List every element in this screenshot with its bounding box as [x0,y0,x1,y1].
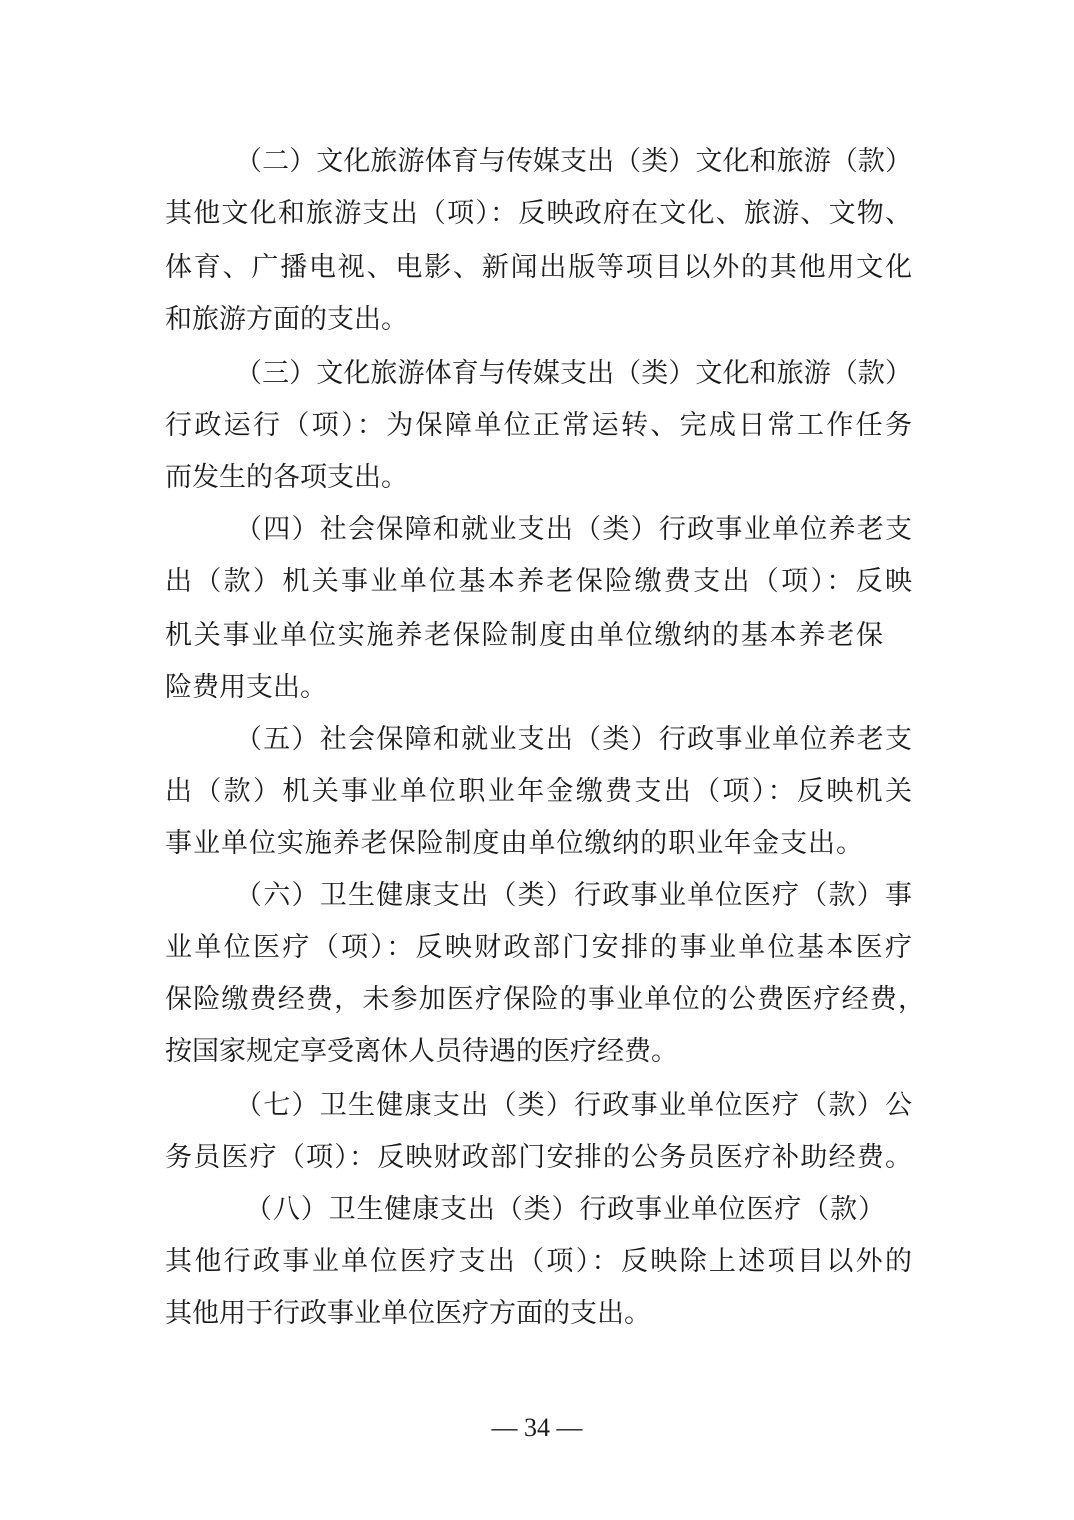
paragraph-line: 保险缴费经费，未参加医疗保险的事业单位的公费医疗经费， [165,984,925,1015]
paragraph-line: 其他用于行政事业单位医疗方面的支出。 [165,1298,651,1329]
paragraph-line: 出（款）机关事业单位职业年金缴费支出（项）：反映机关 [165,776,912,807]
paragraph-line: 出（款）机关事业单位基本养老保险缴费支出（项）：反映 [165,566,912,597]
paragraph-line: 务员医疗（项）：反映财政部门安排的公务员医疗补助经费。 [165,1142,912,1173]
paragraph-line: （三）文化旅游体育与传媒支出（类）文化和旅游（款） [235,358,912,389]
paragraph-line: 按国家规定享受离休人员待遇的医疗经费。 [165,1036,678,1067]
paragraph-line: 业单位医疗（项）：反映财政部门安排的事业单位基本医疗 [165,932,912,963]
paragraph-line: 其他文化和旅游支出（项）：反映政府在文化、旅游、文物、 [165,198,912,229]
paragraph-line: 体育、广播电视、电影、新闻出版等项目以外的其他用文化 [165,252,912,283]
paragraph-line: 而发生的各项支出。 [165,462,408,493]
paragraph-line: （四）社会保障和就业支出（类）行政事业单位养老支 [235,514,912,545]
paragraph-line: 行政运行（项）：为保障单位正常运转、完成日常工作任务 [165,410,912,441]
paragraph-line: （六）卫生健康支出（类）行政事业单位医疗（款）事 [235,880,912,911]
paragraph-line: 机关事业单位实施养老保险制度由单位缴纳的基本养老保 [165,620,883,651]
paragraph-line: （五）社会保障和就业支出（类）行政事业单位养老支 [235,724,912,755]
page-number: — 34 — [491,1413,583,1442]
paragraph-line: 其他行政事业单位医疗支出（项）：反映除上述项目以外的 [165,1246,912,1277]
paragraph-line: （八）卫生健康支出（类）行政事业单位医疗（款） [245,1194,885,1225]
paragraph-line: 事业单位实施养老保险制度由单位缴纳的职业年金支出。 [165,828,863,859]
paragraph-line: 险费用支出。 [165,672,327,703]
paragraph-line: 和旅游方面的支出。 [165,304,408,335]
paragraph-line: （二）文化旅游体育与传媒支出（类）文化和旅游（款） [235,146,912,177]
paragraph-line: （七）卫生健康支出（类）行政事业单位医疗（款）公 [235,1090,912,1121]
